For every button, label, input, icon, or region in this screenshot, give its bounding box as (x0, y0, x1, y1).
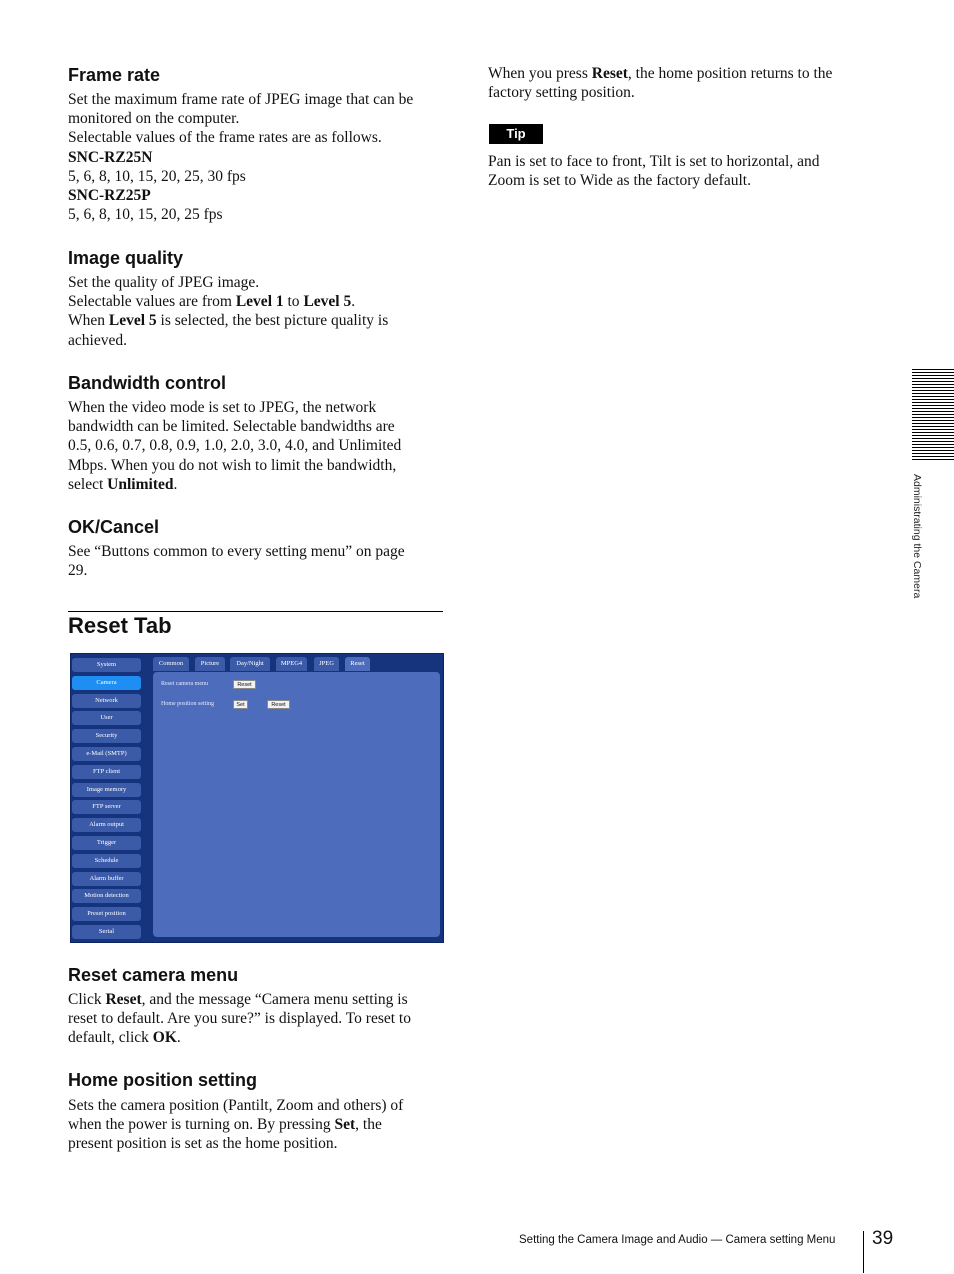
reset-tab-screenshot (70, 653, 444, 943)
text-bold: Set (334, 1116, 356, 1134)
home-position-setting-heading: Home position setting (68, 1070, 257, 1090)
text-line (68, 1028, 448, 1047)
text-line (68, 311, 448, 330)
footer-section-title: Setting the Camera Image and Audio — Camera setting Menu (519, 1234, 836, 1246)
nav-item-serial[interactable]: Serial (72, 925, 141, 939)
tab-jpeg[interactable]: JPEG (314, 657, 339, 671)
text-line: When the video mode is set to JPEG, the network (68, 399, 377, 416)
text-line: reset to default. Are you sure?” is displayed. To reset to (68, 1010, 411, 1028)
text-line: bandwidth can be limited. Selectable bandwidths are (68, 418, 395, 436)
text-bold: Reset (591, 65, 628, 82)
text-line: See “Buttons common to every setting menu” on page (68, 543, 405, 560)
nav-item-alarm-buffer[interactable]: Alarm buffer (72, 872, 141, 886)
home-position-set-button[interactable]: Set (233, 700, 248, 709)
text-line: Pan is set to face to front, Tilt is set to horizontal, and (488, 153, 820, 170)
tab-picture[interactable]: Picture (195, 657, 225, 671)
text-line: 29. (68, 562, 88, 580)
nav-item-trigger[interactable]: Trigger (72, 836, 141, 850)
text-bold: Level 1 (235, 293, 284, 311)
tip-body (488, 152, 878, 190)
text-line: monitored on the computer. (68, 110, 240, 128)
text-line (488, 64, 878, 83)
image-quality-body (68, 273, 448, 350)
nav-item-network[interactable]: Network (72, 694, 141, 708)
image-quality-heading: Image quality (68, 248, 184, 268)
nav-item-security[interactable]: Security (72, 729, 141, 743)
text-line (68, 990, 448, 1009)
text-line: Sets the camera position (Pantilt, Zoom and others) of (68, 1097, 404, 1114)
text-line (68, 1115, 448, 1134)
text-line: achieved. (68, 331, 127, 349)
text-bold: OK (152, 1029, 177, 1047)
text-bold: Level 5 (303, 293, 352, 311)
footer-divider (863, 1231, 864, 1273)
screenshot-sidebar (71, 654, 146, 942)
bandwidth-control-body (68, 398, 448, 494)
nav-item-ftp-client[interactable]: FTP client (72, 765, 141, 779)
section-rule (68, 611, 443, 612)
nav-item-system[interactable]: System (72, 658, 141, 672)
home-position-setting-label: Home position setting (161, 701, 214, 707)
ok-cancel-heading: OK/Cancel (68, 517, 160, 537)
bandwidth-control-heading: Bandwidth control (68, 373, 226, 393)
tab-mpeg4[interactable]: MPEG4 (276, 657, 307, 671)
text-run: When (68, 312, 109, 330)
text-line: 5, 6, 8, 10, 15, 20, 25, 30 fps (68, 167, 246, 185)
text-run: When you press (488, 65, 592, 82)
text-run: . (173, 475, 178, 493)
side-chapter-label: Administrating the Camera (911, 474, 923, 599)
frame-rate-body (68, 90, 448, 224)
reset-camera-menu-label: Reset camera menu (161, 681, 208, 687)
home-position-setting-body (68, 1096, 448, 1154)
nav-item-user[interactable]: User (72, 711, 141, 725)
nav-item-image-memory[interactable]: Image memory (72, 783, 141, 797)
text-run: is selected, the best picture quality is (156, 312, 389, 330)
text-run: . (176, 1029, 181, 1047)
nav-item-ftp-server[interactable]: FTP server (72, 800, 141, 814)
text-run: when the power is turning on. By pressing (68, 1116, 335, 1134)
text-run: , the home position returns to the (627, 65, 833, 82)
text-run: Click (68, 991, 106, 1008)
reset-camera-menu-body (68, 990, 448, 1048)
screenshot-panel (153, 672, 440, 937)
text-line: 5, 6, 8, 10, 15, 20, 25 fps (68, 206, 223, 224)
tab-day-night[interactable]: Day/Night (230, 657, 270, 671)
tab-reset[interactable]: Reset (345, 657, 370, 671)
text-line: 0.5, 0.6, 0.7, 0.8, 0.9, 1.0, 2.0, 3.0, 4.0, and Unlimited (68, 437, 402, 455)
nav-item-schedule[interactable]: Schedule (72, 854, 141, 868)
text-run: , and the message “Camera menu setting is (141, 991, 408, 1008)
reset-camera-menu-button[interactable]: Reset (233, 680, 256, 689)
text-line (68, 475, 448, 494)
text-run: Selectable values are from (68, 293, 236, 311)
reset-camera-menu-heading: Reset camera menu (68, 965, 239, 985)
text-line: Zoom is set to Wide as the factory default. (488, 172, 751, 190)
nav-item-alarm-output[interactable]: Alarm output (72, 818, 141, 832)
text-run: to (283, 293, 304, 311)
text-run: , the (355, 1116, 382, 1134)
home-position-reset-button[interactable]: Reset (267, 700, 290, 709)
model-name: SNC-RZ25P (68, 187, 151, 205)
nav-item-camera[interactable]: Camera (72, 676, 141, 690)
text-line (68, 292, 448, 311)
text-line: present position is set as the home position. (68, 1135, 338, 1153)
nav-item-preset-position[interactable]: Preset position (72, 907, 141, 921)
reset-tab-heading: Reset Tab (68, 613, 172, 638)
text-run: default, click (68, 1029, 153, 1047)
ok-cancel-body (68, 542, 448, 580)
tab-common[interactable]: Common (153, 657, 189, 671)
page-number: 39 (872, 1228, 894, 1249)
text-line: Selectable values of the frame rates are as follows. (68, 129, 382, 147)
screenshot-tabbar (71, 654, 443, 674)
text-bold: Level 5 (108, 312, 157, 330)
text-line: Set the maximum frame rate of JPEG image that can be (68, 91, 414, 108)
frame-rate-heading: Frame rate (68, 65, 161, 85)
text-bold: Unlimited (107, 475, 174, 493)
text-line: Set the quality of JPEG image. (68, 274, 260, 291)
right-column-intro (488, 64, 878, 102)
text-line: factory setting position. (488, 84, 635, 102)
text-run: select (68, 475, 108, 493)
text-line: Mbps. When you do not wish to limit the bandwidth, (68, 456, 397, 474)
nav-item-e-mail-smtp[interactable]: e-Mail (SMTP) (72, 747, 141, 761)
side-index-stripes (912, 369, 954, 461)
text-bold: Reset (105, 991, 142, 1008)
nav-item-motion-detection[interactable]: Motion detection (72, 889, 141, 903)
text-run: . (351, 293, 356, 311)
model-name: SNC-RZ25N (68, 148, 153, 166)
tip-label: Tip (489, 124, 543, 144)
